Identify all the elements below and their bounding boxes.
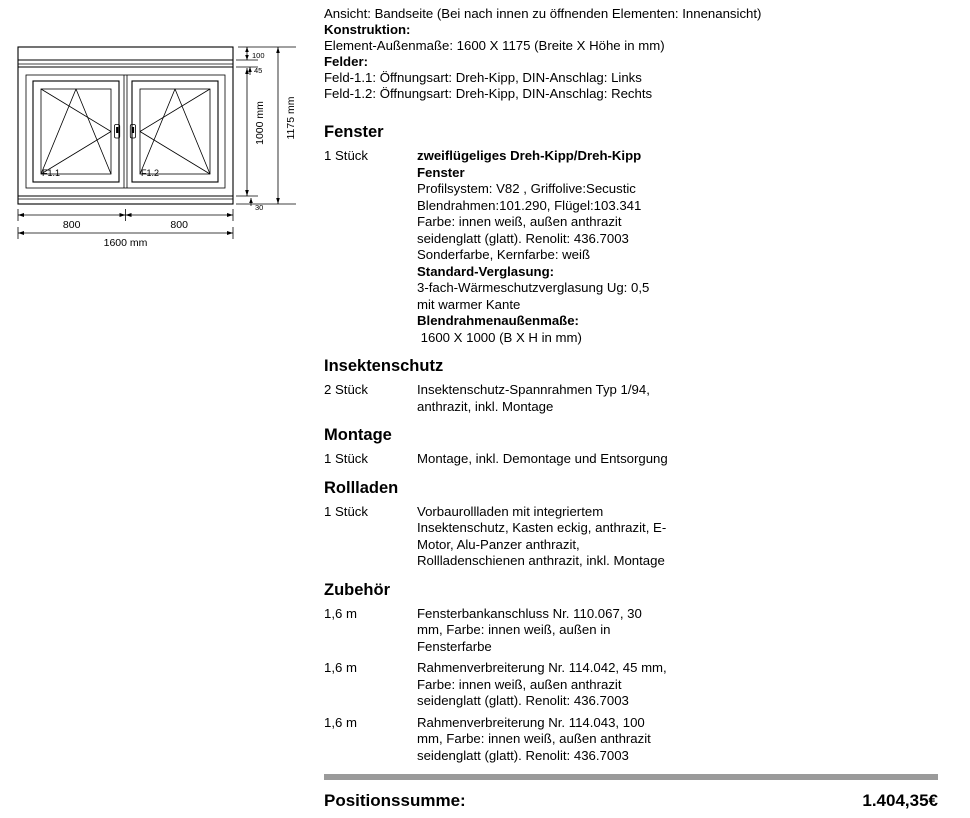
field-1-2-label: F1.2 — [141, 168, 160, 178]
item-quantity: 1,6 m — [324, 660, 357, 675]
item-quantity: 1 Stück — [324, 503, 368, 519]
description-line: mm, Farbe: innen weiß, außen in — [417, 622, 611, 637]
section-heading-insektenschutz: Insektenschutz — [324, 357, 444, 375]
item-description — [417, 451, 938, 468]
description-line: Farbe: innen weiß, außen anthrazit — [417, 676, 622, 692]
description-line: Rahmenverbreiterung Nr. 114.043, 100 — [417, 714, 645, 730]
description-line: Rollladenschienen anthrazit, inkl. Montage — [417, 553, 665, 568]
description-line: Profilsystem: V82 , Griffolive:Secustic — [417, 181, 636, 196]
position-total-row — [324, 791, 938, 811]
description-line: Insektenschutz, Kasten eckig, anthrazit, E- — [417, 520, 667, 535]
view-line: Ansicht: Bandseite (Bei nach innen zu öffnenden Elementen: Innenansicht) — [324, 6, 762, 21]
summary-divider — [324, 774, 938, 780]
description-line: Insektenschutz-Spannrahmen Typ 1/94, — [417, 382, 650, 397]
position-total-value: 1.404,35€ — [862, 791, 938, 810]
dim-1600: 1600 mm — [103, 237, 148, 249]
dim-45: 45 — [254, 66, 263, 75]
construction-summary — [324, 6, 938, 102]
item-description — [417, 606, 938, 656]
description-line: Fenster — [417, 164, 465, 180]
description-line: 3-fach-Wärmeschutzverglasung Ug: 0,5 — [417, 280, 650, 295]
description-line: seidenglatt (glatt). Renolit: 436.7003 — [417, 693, 629, 708]
description-line: Montage, inkl. Demontage und Entsorgung — [417, 451, 668, 466]
dimension-height — [236, 47, 297, 212]
right-sash — [132, 81, 218, 182]
construction-label: Konstruktion: — [324, 22, 411, 37]
description-line: seidenglatt (glatt). Renolit: 436.7003 — [417, 747, 629, 763]
dim-1000: 1000 mm — [254, 101, 266, 145]
dim-800-right: 800 — [170, 219, 188, 231]
description-line: Fensterbankanschluss Nr. 110.067, 30 — [417, 605, 642, 621]
window-frame — [18, 47, 233, 204]
field-1-1-label: F1.1 — [42, 168, 61, 178]
line-item — [324, 148, 938, 346]
description-line: zweiflügeliges Dreh-Kipp/Dreh-Kipp — [417, 148, 642, 163]
window-technical-drawing — [0, 38, 310, 253]
description-line: 1600 X 1000 (B X H in mm) — [417, 329, 582, 345]
item-description — [417, 660, 938, 710]
line-item — [324, 660, 938, 710]
item-quantity: 1,6 m — [324, 714, 357, 730]
section-heading-montage: Montage — [324, 426, 392, 444]
description-line: Sonderfarbe, Kernfarbe: weiß — [417, 247, 590, 262]
description-line: Standard-Verglasung: — [417, 263, 555, 279]
section-heading-zubehoer: Zubehör — [324, 580, 390, 599]
item-description — [417, 382, 938, 415]
line-item — [324, 606, 938, 656]
line-item — [324, 504, 938, 570]
quote-details — [324, 6, 938, 811]
field-1-2-line: Feld-1.2: Öffnungsart: Dreh-Kipp, DIN-Anschlag: Rechts — [324, 86, 653, 101]
item-quantity: 1 Stück — [324, 451, 368, 466]
description-line: Blendrahmenaußenmaße: — [417, 313, 579, 328]
section-heading-rollladen: Rollladen — [324, 478, 399, 497]
line-item — [324, 451, 938, 468]
description-line: Vorbaurollladen mit integriertem — [417, 503, 604, 519]
item-quantity: 1 Stück — [324, 148, 368, 163]
item-description — [417, 504, 938, 570]
description-line: Blendrahmen:101.290, Flügel:103.341 — [417, 197, 642, 213]
left-sash — [33, 81, 119, 182]
description-line: seidenglatt (glatt). Renolit: 436.7003 — [417, 230, 629, 246]
item-quantity: 1,6 m — [324, 605, 357, 621]
description-line: mit warmer Kante — [417, 296, 521, 312]
item-description — [417, 715, 938, 765]
dimension-width — [18, 209, 233, 249]
description-line: Rahmenverbreiterung Nr. 114.042, 45 mm, — [417, 660, 667, 675]
line-item — [324, 715, 938, 765]
description-line: Farbe: innen weiß, außen anthrazit — [417, 214, 622, 229]
description-line: anthrazit, inkl. Montage — [417, 398, 554, 414]
item-quantity: 2 Stück — [324, 382, 368, 397]
dim-800-left: 800 — [62, 219, 81, 231]
dim-100: 100 — [252, 51, 265, 60]
dim-1175: 1175 mm — [285, 96, 297, 140]
description-line: Motor, Alu-Panzer anthrazit, — [417, 536, 580, 552]
description-line: Fensterfarbe — [417, 638, 492, 654]
field-1-1-line: Feld-1.1: Öffnungsart: Dreh-Kipp, DIN-Anschlag: Links — [324, 70, 642, 85]
fields-label: Felder: — [324, 54, 368, 69]
line-item — [324, 382, 938, 415]
element-size-line: Element-Außenmaße: 1600 X 1175 (Breite X Höhe in mm) — [324, 38, 665, 53]
dim-30: 30 — [255, 203, 264, 212]
section-heading-fenster: Fenster — [324, 123, 384, 141]
item-description — [417, 148, 938, 346]
description-line: mm, Farbe: innen weiß, außen anthrazit — [417, 731, 651, 746]
position-total-label: Positionssumme: — [324, 791, 466, 810]
